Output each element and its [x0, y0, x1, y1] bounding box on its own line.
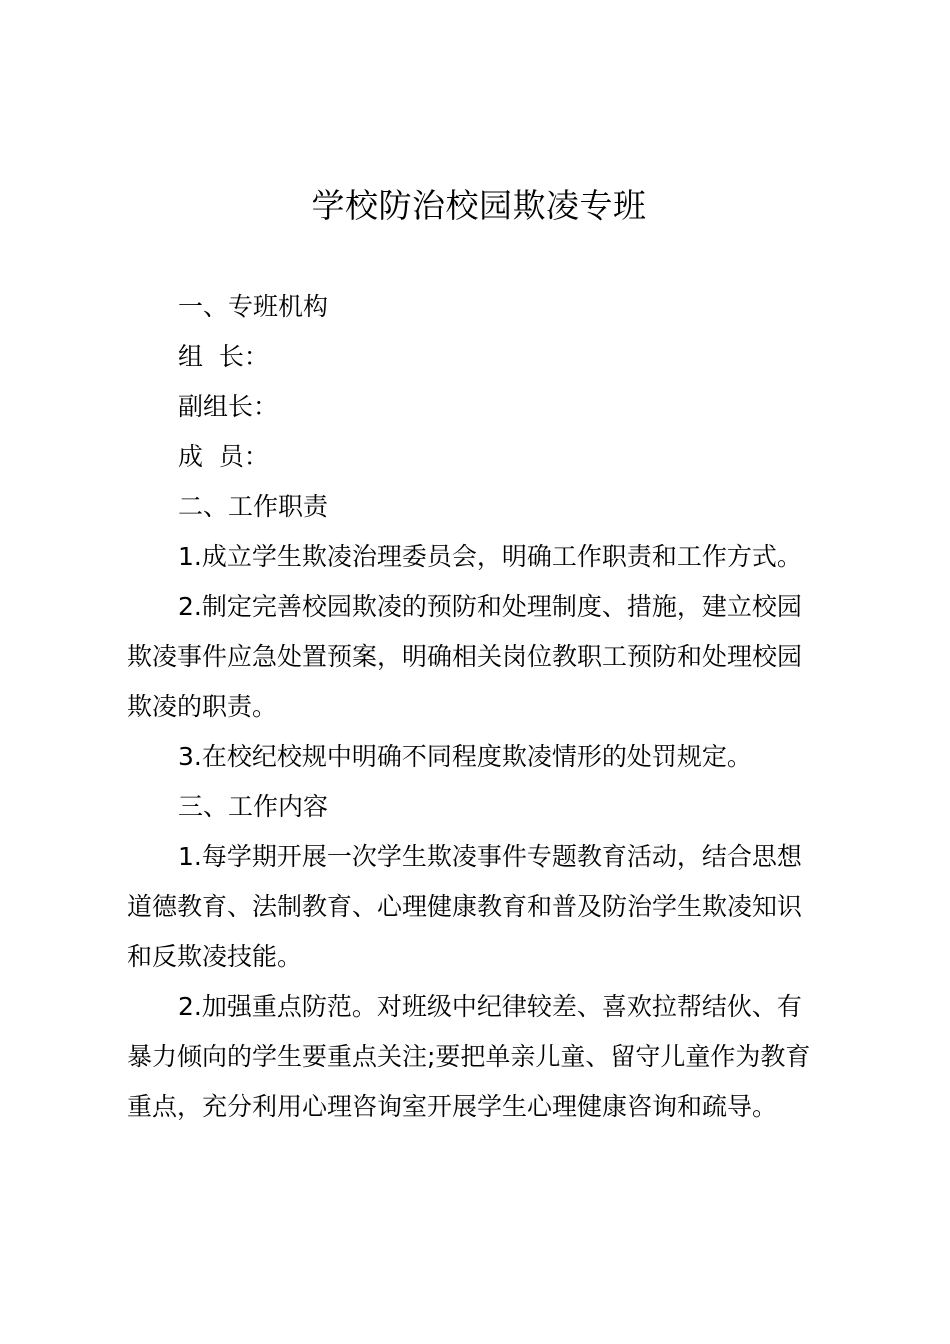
duty-item-3: 3.在校纪校规中明确不同程度欺凌情形的处罚规定。	[178, 742, 752, 771]
content-item-1-line-2: 道德教育、法制教育、心理健康教育和普及防治学生欺凌知识	[127, 892, 803, 921]
document-body	[127, 282, 827, 1132]
field-deputy-leader: 副组长：	[178, 392, 279, 421]
content-item-1-line-1: 1.每学期开展一次学生欺凌事件专题教育活动，结合思想	[178, 842, 802, 871]
document-title: 学校防治校园欺凌专班	[311, 186, 647, 225]
section-heading-organization: 一、专班机构	[178, 292, 329, 321]
field-members: 成 员：	[178, 442, 269, 471]
section-heading-duties: 二、工作职责	[178, 492, 329, 521]
content-item-2-line-3: 重点，充分利用心理咨询室开展学生心理健康咨询和疏导。	[127, 1092, 778, 1121]
duty-item-2-line-3: 欺凌的职责。	[127, 692, 278, 721]
section-heading-content: 三、工作内容	[178, 792, 329, 821]
duty-item-2-line-2: 欺凌事件应急处置预案，明确相关岗位教职工预防和处理校园	[127, 642, 803, 671]
duty-item-2-line-1: 2.制定完善校园欺凌的预防和处理制度、措施，建立校园	[178, 592, 802, 621]
duty-item-1: 1.成立学生欺凌治理委员会，明确工作职责和工作方式。	[178, 542, 802, 571]
content-item-2-line-1: 2.加强重点防范。对班级中纪律较差、喜欢拉帮结伙、有	[178, 992, 802, 1021]
field-group-leader: 组 长：	[178, 342, 269, 371]
content-item-2-line-2: 暴力倾向的学生要重点关注;要把单亲儿童、留守儿童作为教育	[127, 1042, 811, 1071]
content-item-1-line-3: 和反欺凌技能。	[127, 942, 303, 971]
